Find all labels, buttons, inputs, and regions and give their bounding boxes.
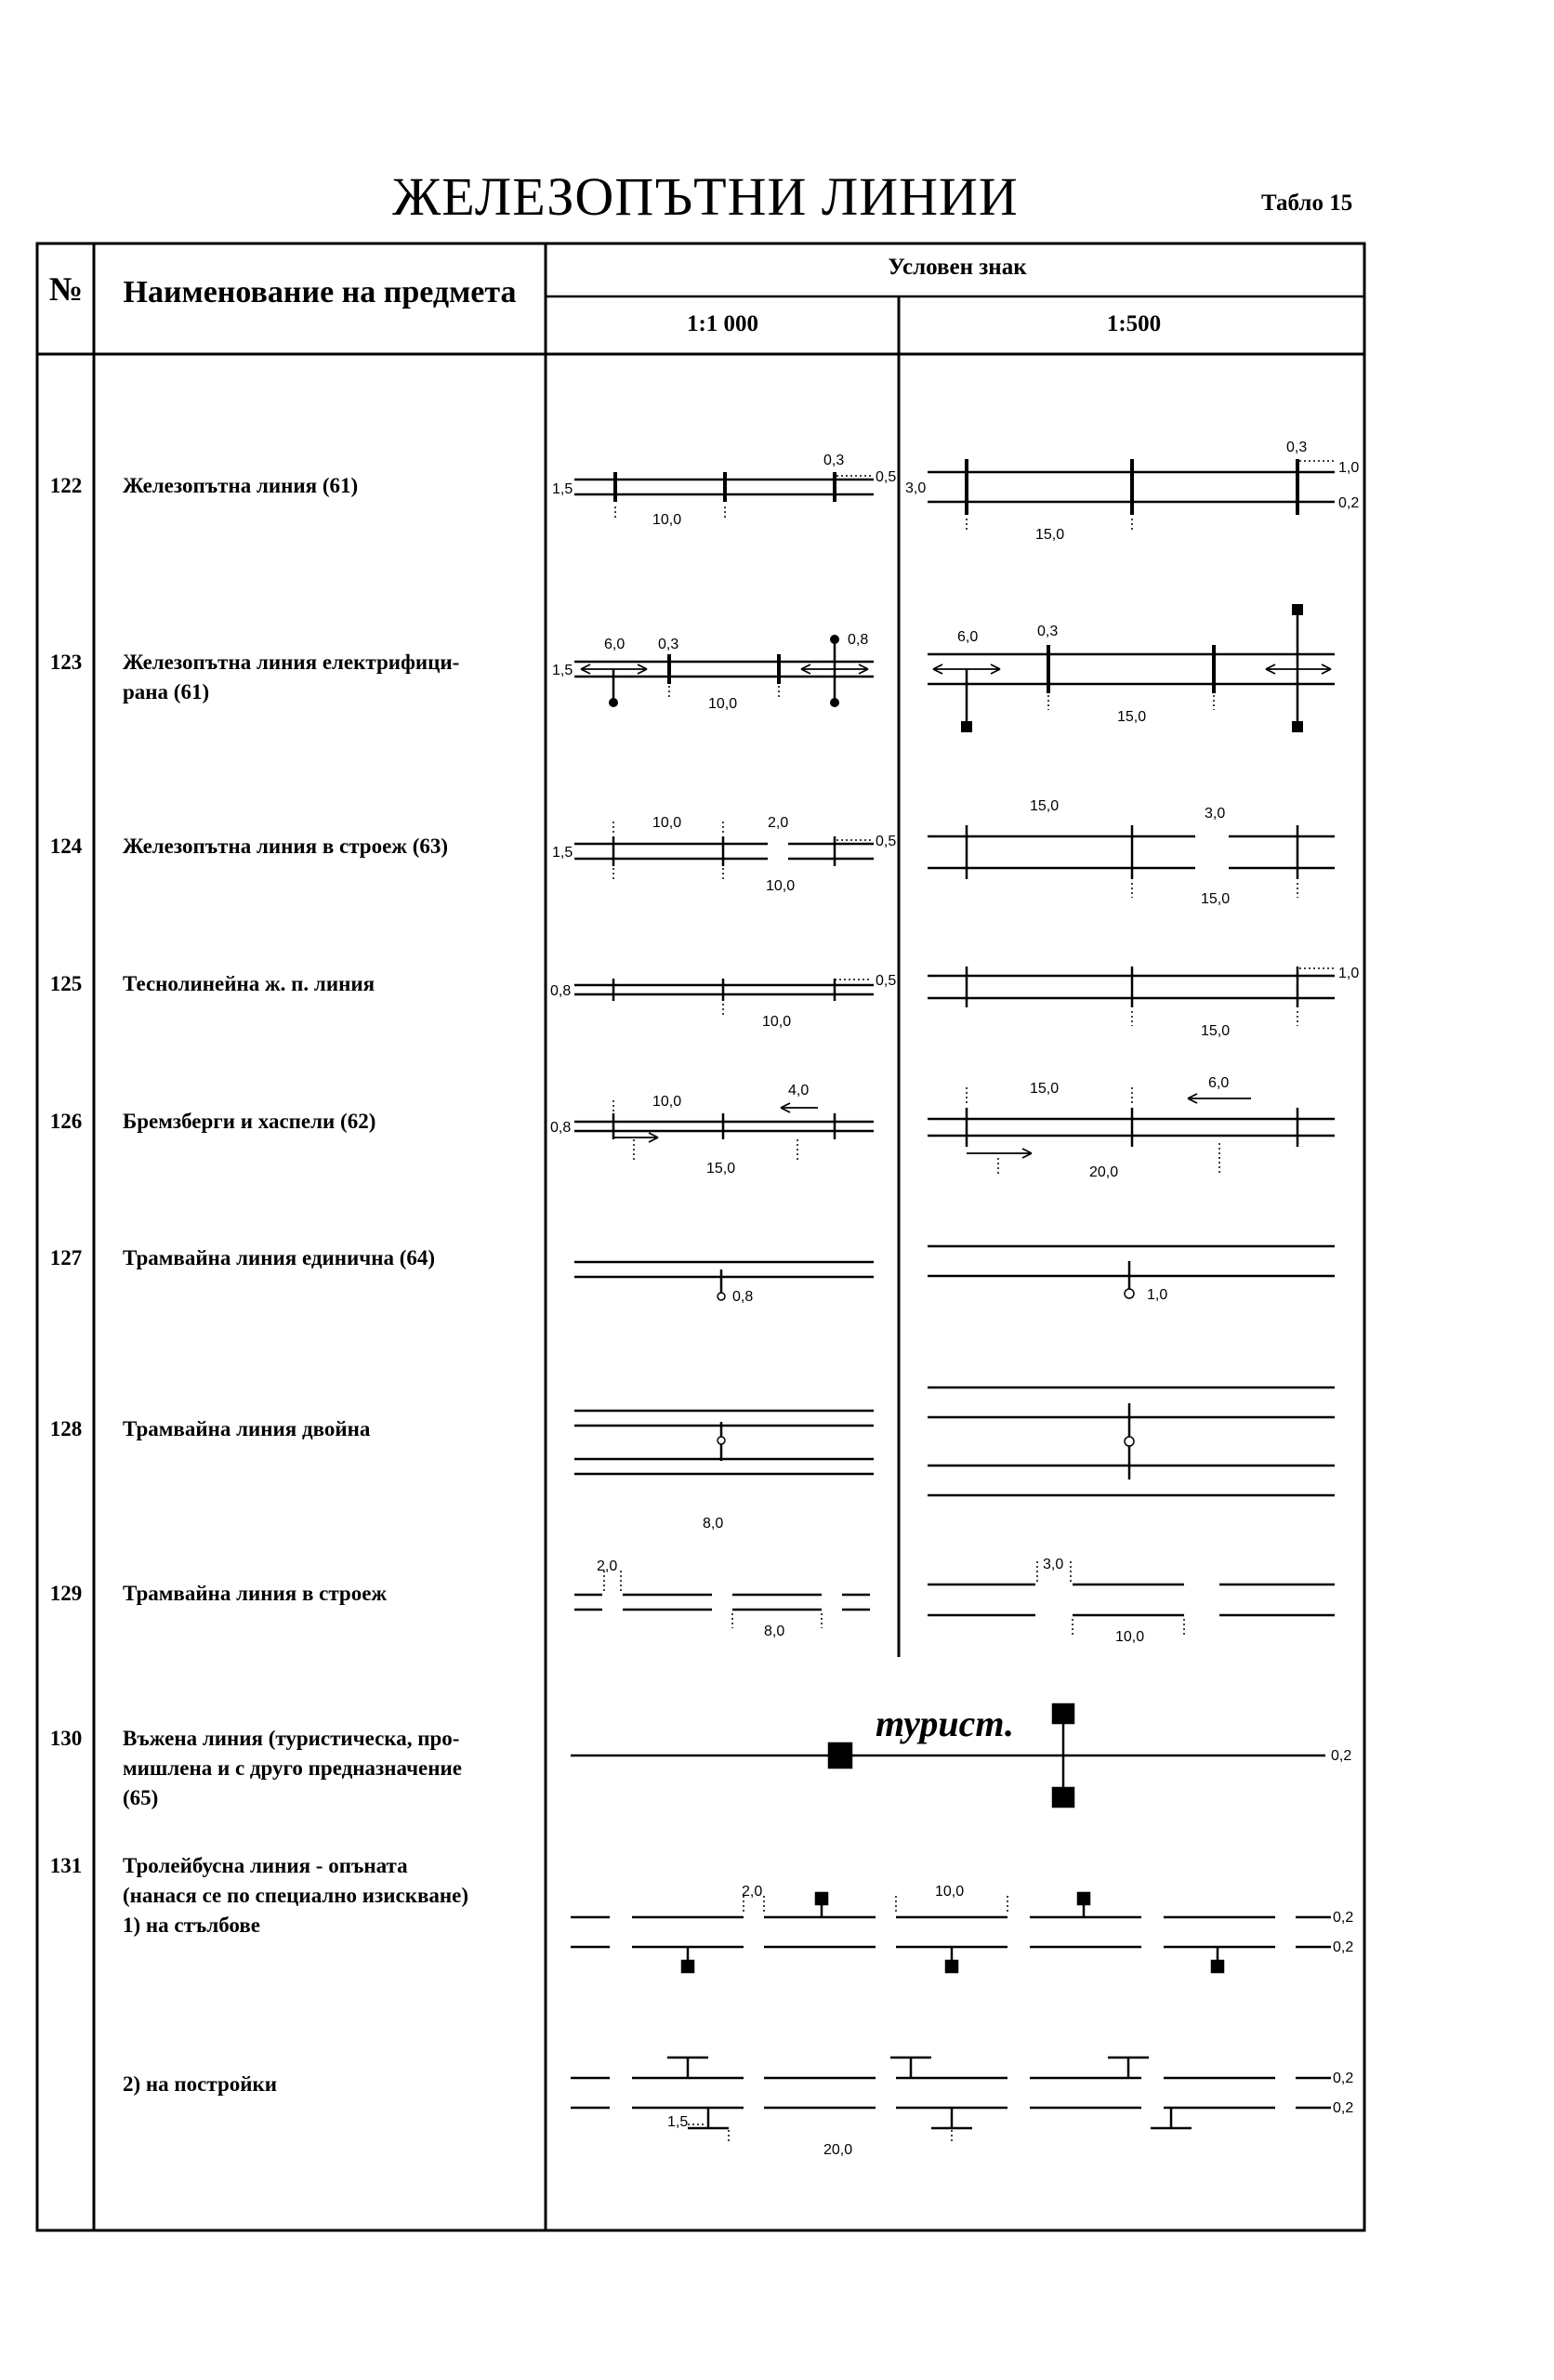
row-number: 128 (49, 1417, 83, 1440)
dim-label: 1,0 (1338, 966, 1360, 981)
symbol-129-500 (928, 1584, 1335, 1615)
row-subitem-name: 2) на постройки (123, 2072, 277, 2096)
dim-label: 6,0 (957, 629, 979, 645)
row-name: Железопътна линия (61) (123, 474, 359, 497)
dim-label: 0,8 (550, 1120, 572, 1136)
dim-label: 0,2 (1333, 2100, 1354, 2116)
dim-label: 15,0 (1030, 798, 1060, 814)
dim-label: 0,8 (848, 632, 869, 648)
symbol-122-1000 (574, 472, 874, 519)
row-name: Въжена линия (туристическа, про- мишлена и с друго предназначение (65) (123, 1727, 462, 1809)
dim-label: 0,3 (1037, 624, 1059, 639)
dim-label: 20,0 (1089, 1164, 1119, 1180)
symbol-128-1000 (574, 1411, 874, 1474)
dim-label: 0,2 (1333, 1910, 1354, 1926)
dim-label: 15,0 (706, 1161, 736, 1177)
symbol-126-500 (928, 1094, 1335, 1158)
header-scale-1000: 1:1 000 (686, 311, 759, 336)
row-number: 125 (49, 972, 83, 995)
symbol-122-500 (928, 459, 1335, 532)
dim-label: 0,5 (876, 973, 897, 989)
dim-label: 2,0 (597, 1558, 618, 1574)
row-name: Трамвайна линия двойна (123, 1417, 371, 1440)
dim-label: 0,8 (732, 1289, 754, 1305)
dim-label: 10,0 (652, 815, 682, 831)
dim-label: 6,0 (1208, 1075, 1230, 1091)
header-item-name: Наименование на предмета (123, 275, 517, 309)
dim-label: 1,0 (1338, 460, 1360, 476)
dim-label: 0,2 (1333, 1940, 1354, 1955)
dim-label: 15,0 (1117, 709, 1147, 725)
row-number: 126 (49, 1110, 83, 1133)
symbol-127-1000 (574, 1262, 874, 1300)
dim-label: 10,0 (708, 696, 738, 712)
dim-label: 0,3 (658, 637, 679, 652)
symbol-128-500 (928, 1387, 1335, 1495)
turist-label: турист. (876, 1703, 1014, 1744)
dim-label: 8,0 (703, 1516, 724, 1532)
dim-label: 3,0 (905, 480, 927, 496)
table-number: Табло 15 (1261, 191, 1353, 216)
dim-label: 10,0 (1115, 1629, 1145, 1645)
dim-label: 0,2 (1331, 1748, 1352, 1764)
row-number: 129 (49, 1582, 83, 1605)
row-number: 122 (49, 474, 83, 497)
dim-label: 3,0 (1205, 806, 1226, 822)
symbol-124-500 (928, 825, 1335, 879)
dim-label: 10,0 (766, 878, 796, 894)
symbol-127-500 (928, 1246, 1335, 1298)
row-number: 131 (49, 1854, 83, 1877)
pole-dots (609, 604, 1303, 732)
row-number: 123 (49, 651, 83, 674)
dim-label: 0,3 (1286, 440, 1308, 455)
dim-label: 4,0 (788, 1083, 810, 1098)
page-title: ЖЕЛЕЗОПЪТНИ ЛИНИИ (392, 166, 1019, 227)
symbol-125-1000 (574, 979, 874, 1001)
dim-label: 15,0 (1201, 1023, 1231, 1039)
dim-label: 1,5 (552, 663, 573, 678)
dim-label: 0,2 (1333, 2071, 1354, 2086)
dim-label: 10,0 (652, 1094, 682, 1110)
dim-label: 0,5 (876, 834, 897, 849)
dim-label: 3,0 (1043, 1557, 1064, 1572)
header-conventional-sign: Условен знак (888, 255, 1027, 280)
dim-label: 15,0 (1201, 891, 1231, 907)
dim-label: 10,0 (652, 512, 682, 528)
symbol-125-500 (928, 966, 1335, 1007)
dim-label: 20,0 (823, 2142, 853, 2158)
header-scale-500: 1:500 (1106, 311, 1162, 336)
row-name: Бремзберги и хаспели (62) (123, 1110, 376, 1133)
dim-label: 15,0 (1035, 527, 1065, 543)
row-name: Трамвайна линия в строеж (123, 1582, 388, 1605)
row-number: 130 (49, 1727, 83, 1750)
symbol-126-1000 (574, 1103, 874, 1142)
dim-label: 1,5 (552, 845, 573, 861)
dim-label: 2,0 (768, 815, 789, 831)
row-number: 124 (49, 835, 83, 858)
dim-label: 15,0 (1030, 1081, 1060, 1097)
dim-label: 0,2 (1338, 495, 1360, 511)
dim-label: 0,8 (550, 983, 572, 999)
symbol-129-1000 (574, 1595, 870, 1610)
dim-label: 0,5 (876, 469, 897, 485)
symbol-131-poles (571, 1893, 1331, 1972)
row-name: Теснолинейна ж. п. линия (123, 972, 375, 995)
dimension-labels (550, 440, 1359, 2158)
row-name: Тролейбусна линия - опъната (нанася се по специално изискване) 1) на стълбове (123, 1854, 469, 1937)
dim-label: 6,0 (604, 637, 626, 652)
dim-label: 0,3 (823, 453, 845, 468)
dim-label: 10,0 (935, 1884, 965, 1900)
header-number: № (48, 270, 84, 308)
row-name: Железопътна линия в строеж (63) (123, 835, 449, 858)
row-name: Трамвайна линия единична (64) (123, 1246, 436, 1269)
dim-label: 1,5 (552, 481, 573, 497)
dim-label: 1,0 (1147, 1287, 1168, 1303)
dim-label: 10,0 (762, 1014, 792, 1030)
dim-label: 2,0 (742, 1884, 763, 1900)
row-name: Железопътна линия електрифици- рана (61) (123, 651, 460, 703)
dim-label: 8,0 (764, 1624, 785, 1639)
symbol-124-1000 (574, 836, 874, 866)
dim-label: 1,5 (667, 2114, 689, 2130)
row-number: 127 (49, 1246, 83, 1269)
